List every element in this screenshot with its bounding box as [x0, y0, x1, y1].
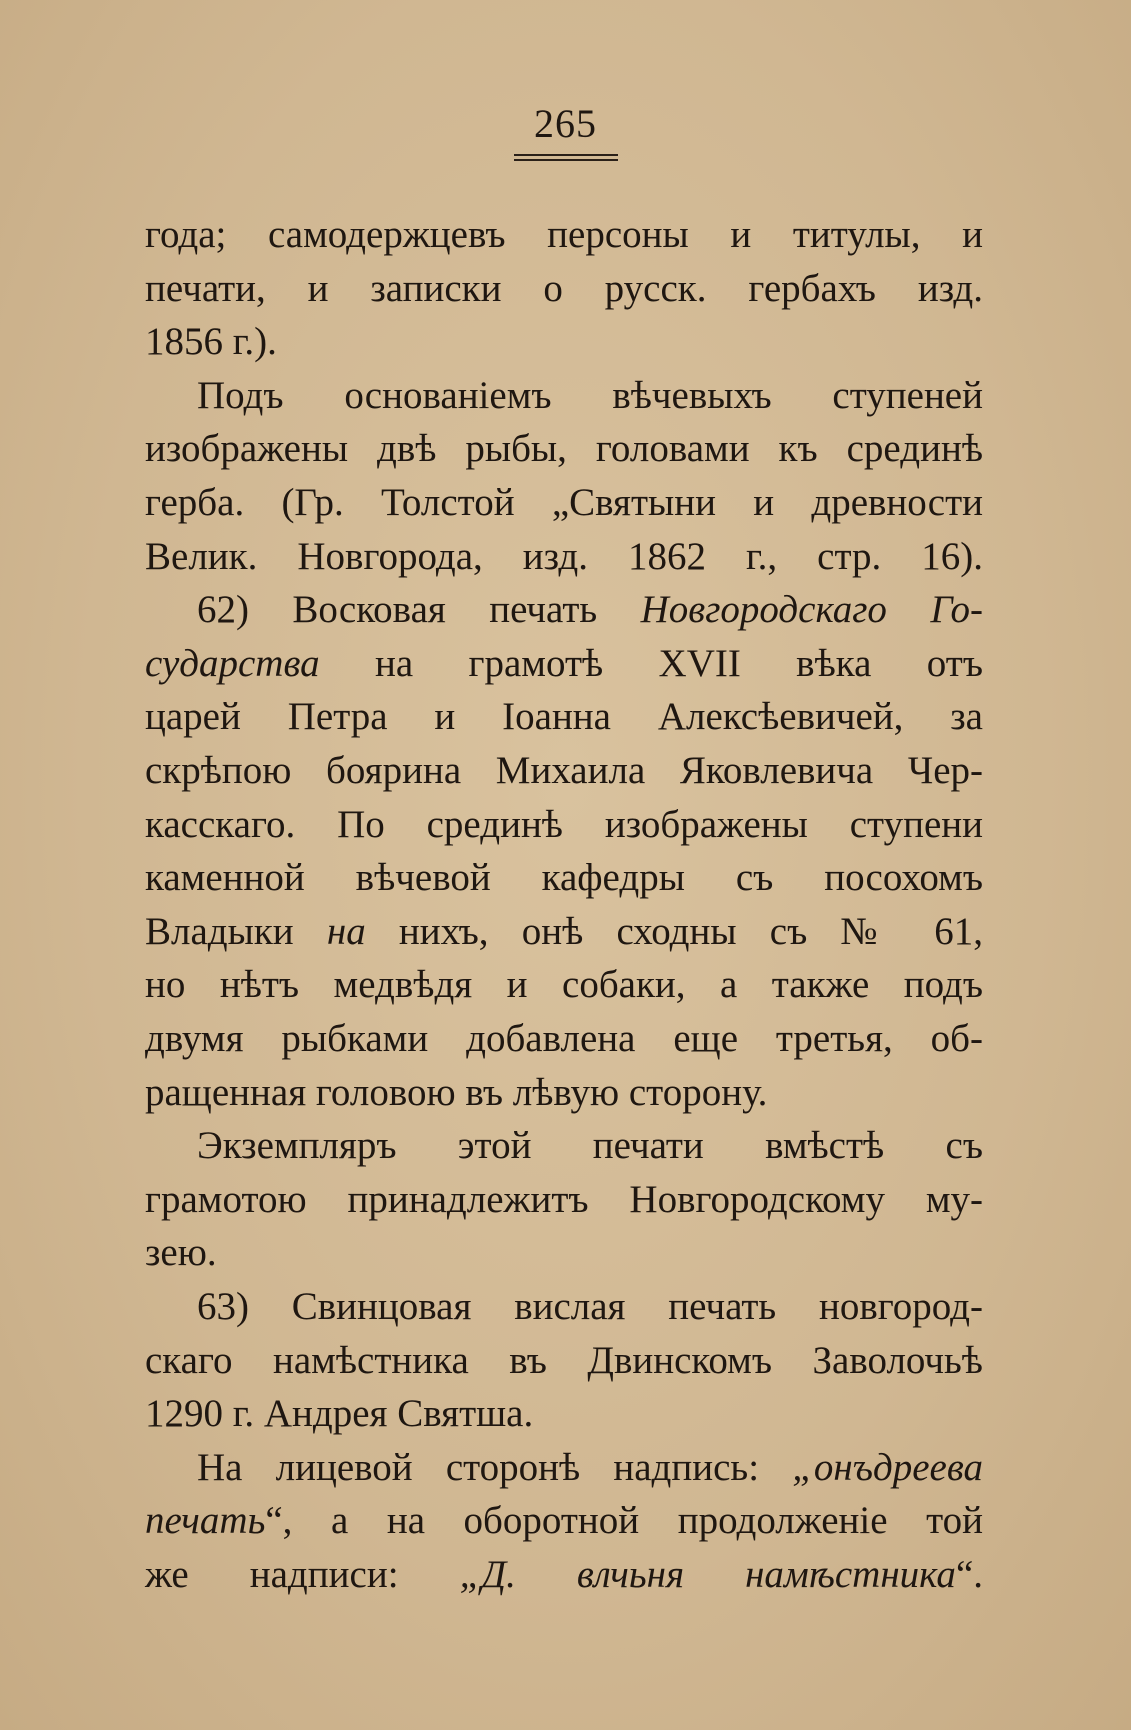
text-line — [145, 1555, 983, 1594]
text-line: 63) Свинцовая вислая печать новгород- — [197, 1285, 983, 1328]
text-run: нихъ, онѣ сходны съ № 61, — [365, 910, 983, 953]
text-line: Подъ основаніемъ вѣчевыхъ ступеней — [197, 374, 983, 417]
text-line: изображены двѣ рыбы, головами къ срединѣ — [145, 427, 983, 470]
text-line: Экземпляръ этой печати вмѣстѣ съ — [197, 1124, 983, 1167]
text-run: “, а на оборотной продолженіе той — [265, 1499, 983, 1542]
text-line: Велик. Новгорода, изд. 1862 г., стр. 16). — [145, 535, 983, 578]
text-run: Владыки — [145, 910, 327, 953]
text-line: но нѣтъ медвѣдя и собаки, а также подъ — [145, 963, 983, 1006]
text-line: ращенная головою въ лѣвую сторону. — [145, 1071, 768, 1114]
italic-text-run: „онъдреева — [792, 1446, 983, 1489]
text-line — [145, 912, 983, 951]
text-line: года; самодержцевъ персоны и титулы, и — [145, 213, 983, 256]
italic-text-run: сударства — [145, 642, 320, 685]
text-line — [145, 1448, 983, 1487]
text-run: 62) Восковая печать — [197, 588, 641, 631]
text-line: царей Петра и Іоанна Алексѣевичей, за — [145, 695, 983, 738]
text-line: скрѣпою боярина Михаила Яковлевича Чер- — [145, 749, 983, 792]
text-line: 1856 г.). — [145, 320, 277, 363]
header-double-rule — [514, 154, 618, 161]
text-line: каменной вѣчевой кафедры съ посохомъ — [145, 856, 983, 899]
italic-text-run: Новгородскаго Го- — [640, 588, 983, 631]
text-run: На лицевой сторонѣ надпись: — [197, 1446, 793, 1489]
text-line: герба. (Гр. Толстой „Святыни и древности — [145, 481, 983, 524]
page-header — [0, 101, 1131, 161]
text-line — [145, 590, 983, 629]
text-run: “. — [955, 1553, 983, 1596]
text-line: зею. — [145, 1231, 217, 1274]
page-number: 265 — [534, 101, 597, 146]
text-line — [145, 644, 983, 683]
text-line: двумя рыбками добавлена еще третья, об- — [145, 1017, 983, 1060]
text-line: касскаго. По срединѣ изображены ступени — [145, 803, 983, 846]
text-line: грамотою принадлежитъ Новгородскому му- — [145, 1178, 983, 1221]
text-run: же надписи: — [145, 1553, 460, 1596]
text-line: печати, и записки о русск. гербахъ изд. — [145, 267, 983, 310]
italic-text-run: печать — [145, 1499, 266, 1542]
text-line: скаго намѣстника въ Двинскомъ Заволочьѣ — [145, 1339, 983, 1382]
text-line — [145, 1501, 983, 1540]
text-run: на грамотѣ XVII вѣка отъ — [319, 642, 983, 685]
text-line: 1290 г. Андрея Святша. — [145, 1392, 534, 1435]
italic-text-run: „Д. влчьня намѣстника — [459, 1553, 956, 1596]
italic-text-run: на — [326, 910, 366, 953]
